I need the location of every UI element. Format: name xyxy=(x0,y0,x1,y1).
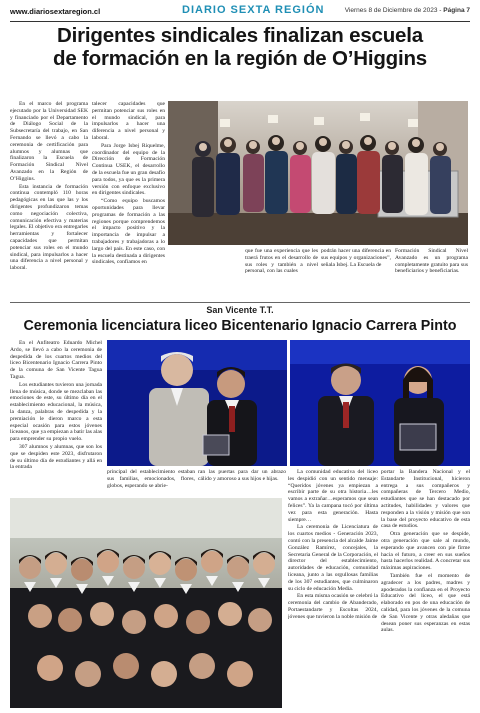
article1-col2-p2: Para Jorge Isbej Riquelme, coordinador del equipo de la Dirección de Formación Continua USEK, el desarrollo de la escuela fue un gran desafío para todos, ya que es la primera versión con enfoque exclusivo en dirigentes sindicales. xyxy=(92,142,165,197)
masthead-divider xyxy=(10,21,470,22)
page-number: Página 7 xyxy=(443,7,470,14)
principal-with-graduate-illustration xyxy=(107,340,287,466)
graduates-group-illustration xyxy=(168,101,468,245)
article1-col5-text: Formación Sindical Nivel Avanzado es un programa completamente gratuito para sus beneficiarios y beneficiarias. xyxy=(395,248,468,275)
article1-col2-p1: talecer capacidades que permitan potenciar sus roles en el mundo sindical, para impulsarlos a hacer una diferencia a nivel personal y laboral. xyxy=(92,101,165,141)
article2-col4-p1: La comunidad educativa del liceo les despidió con un sentido mensaje: “Queridos jóvenes ya empiezan a escribir parte de su otra historia…les vamos a extrañar…esperamos que sean felices”. Ya la campana tocó por última vez para esta generación. Hasta siempre… xyxy=(288,469,378,523)
article2-col5-p2: Otra generación que se despide, otra generación que sale al mundo, esperando que avancen con pie firme hacia el futuro, a creer en sus sueños hasta hacerlos realidad. A concretar sus máximas aspiraciones. xyxy=(381,531,470,572)
article2-col2 xyxy=(107,469,195,490)
article1-col4-text: podrán hacer una diferencia en sus equipos y organizaciones”, señala Isbej. La Escuela de xyxy=(321,248,391,268)
students-group-illustration xyxy=(10,498,282,708)
article2-col1-p1: En el Anfiteatro Eduardo Michel Ardo, se llevó a cabo la ceremonia de despedida de los cuartos medios del liceo Bicentenario Ignacio Carrera Pinto de la comuna de San Vicente Tagua Tagua. xyxy=(10,340,102,380)
article1-col5 xyxy=(395,248,468,276)
article1-headline-line1: Dirigentes sindicales finalizan escuela xyxy=(57,24,423,47)
article1-col1 xyxy=(10,101,88,297)
article2-col1-p2: Los estudiantes tuvieron una jornada llena de música, donde se mezclaban las emociones de este, su último día en el establecimiento educacional, la música, la danza, palabras de despedida y la premiación le dieron marco a esta especial ocasión para estos jóvenes liceanos, que ya empiezan a batir las alas para emprender su propio vuelo. xyxy=(10,381,102,443)
article1-col3b-text: que fue una experiencia que les traerá frutos en el desarrollo de sus roles y también a nivel personal, con las cuales xyxy=(245,248,318,275)
article2-col3 xyxy=(198,469,286,484)
students-group-photo xyxy=(10,498,282,708)
graduates-group-photo xyxy=(168,101,468,245)
article2-col5 xyxy=(381,469,470,709)
article2-headline: Ceremonia licenciatura liceo Bicentenario Ignacio Carrera Pinto xyxy=(23,318,457,334)
section-divider xyxy=(10,302,470,303)
article2-col4-p2: La ceremonia de Licenciatura de los cuartos medios - Generación 2023, contó con la presencia del alcalde Jaime González Ramírez, concejales, la Secretaria General de la Corporación, el director del establecimiento, autoridades de educación, comunidad liceana, junto a las orgullosas familias de los 307 estudiantes, que culminaron su ciclo de educación Media. xyxy=(288,524,378,592)
article2-col2-text: principal del establecimiento estaban sus familias, emocionados, flores, globos, esperando se abrie- xyxy=(107,469,195,489)
article1-col3b xyxy=(245,248,318,276)
official-with-graduate-photo xyxy=(290,340,470,466)
article1-headline-line2: de formación en la región de O’Higgins xyxy=(53,47,427,70)
article1-col2 xyxy=(92,101,165,297)
article2-kicker: San Vicente T.T. xyxy=(206,305,274,315)
article2-col3-text: ran las puertas para dar un abrazo cálido y amoroso a sus hijos e hijas. xyxy=(198,469,286,482)
article2-col1-p3: 307 alumnos y alumnas, que son los que se despiden este 2023, disfrutaron de su último día de estudiantes y allá en la entrada xyxy=(10,443,102,471)
issue-date-text: Viernes 8 de Diciembre de 2023 - xyxy=(344,7,444,14)
official-with-graduate-illustration xyxy=(290,340,470,466)
article1-col4 xyxy=(321,248,391,269)
site-url[interactable]: www.diariosextaregion.cl xyxy=(10,7,101,16)
article1-headline xyxy=(10,24,470,70)
article1-col2-p3: “Como equipo buscamos oportunidades para llevar programas de formación a las regiones porque comprendemos el impacto positivo y la importancia de impulsar a trabajadores y trabajadoras a lo largo del país. En este caso, con la escuela destinada a dirigentes sindicales, confiamos en xyxy=(92,198,165,266)
article1-col1-p1: En el marco del programa ejecutado por la Universidad SEK y financiado por el Departamento de Diálogo Social de la Subsecretaría del trabajo, en San Fernando se llevó a cabo la ceremonia de certificación para alumnos y alumnas que finalizaron la Escuela de Formación Sindical Nivel Avanzado en la Región de O’Higgins. xyxy=(10,101,88,182)
article2-col5-p3: También fue el momento de agradecer a los padres, madres y apoderados la confianza en el Proyecto Educativo del liceo, el que está elaborado en pos de una educación de calidad, para los jóvenes de la comuna de San Vicente y otras aledañas que desean poner sus esperanzas en estas aulas. xyxy=(381,572,470,634)
principal-with-graduate-photo xyxy=(107,340,287,466)
issue-date xyxy=(345,7,470,14)
article2-col1 xyxy=(10,340,102,495)
newspaper-name: DIARIO SEXTA REGIÓN xyxy=(182,4,325,16)
article2-col4 xyxy=(288,469,378,709)
article2-col4-p3: En esta misma ocasión se celebró la ceremonia del cambio de Abanderado, Portaestandarte y Escoltas 2024, jóvenes que tuvieron la noble misión de xyxy=(288,593,378,620)
masthead xyxy=(10,0,470,21)
article1-col1-p2: Esta instancia de formación continua contempló 110 horas pedagógicas en las que las y los dirigentes profundizaron temas como negociación colectiva, comunicación efectiva y materias legales. El objetivo era entregarles herramientas y fortalecer capacidades que permitan potenciar sus roles en el mundo sindical, para impulsarlos a hacer una diferencia a nivel personal y laboral. xyxy=(10,183,88,272)
article2-col5-p1: portar la Bandera Nacional y el Estandarte Institucional, hicieron entrega a sus compañeros y compañeras de Tercero Medio, estudiantes que se han destacado por actitudes, habilidades y valores que responden a la visión y misión que son la base del proyecto educativo de esta casa de estudios. xyxy=(381,469,470,530)
